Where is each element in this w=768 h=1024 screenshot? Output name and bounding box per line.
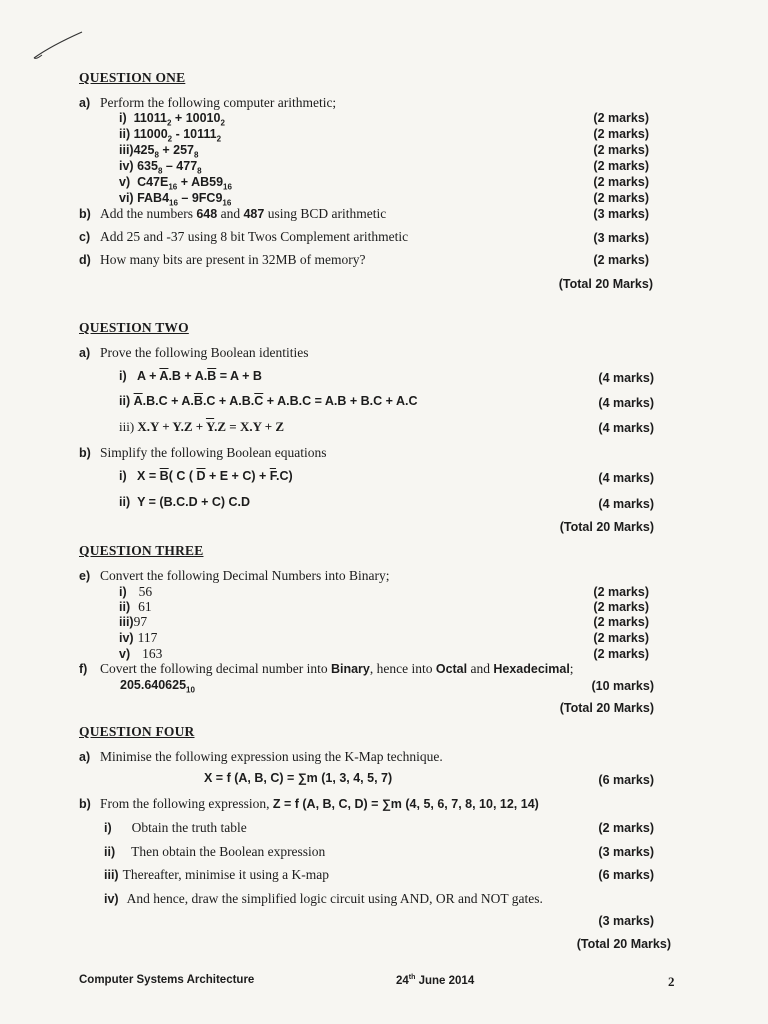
q4-b-label: b) [79, 797, 91, 811]
q1-iv-marks: (2 marks) [593, 159, 649, 173]
q2-item-bi: i) $X = \overline{B}$( C ( $\overline{D} + E + C) + \overline{F}.C$) [119, 469, 293, 483]
q1-a-text: Perform the following computer arithmetic; [100, 95, 337, 110]
q3-item-i: i) 56 [119, 584, 153, 599]
q1-vi-marks: (2 marks) [593, 191, 649, 205]
q2-a-label: a) [79, 346, 91, 360]
q3-item-ii: ii) 61 [119, 599, 152, 614]
q1-iii-marks: (2 marks) [593, 143, 649, 157]
q3-i-marks: (2 marks) [593, 585, 649, 599]
q1-b-label: b) [79, 207, 91, 221]
q4-a-marks: (6 marks) [598, 773, 654, 787]
q1-c-marks: (3 marks) [593, 231, 649, 245]
q3-iii-marks: (2 marks) [593, 615, 649, 629]
q2-item-aii: ii) $\overline{A}.B.C + A.\overline{B}.C + A.B.\overline{C} + A.B.C = A.B + B.C + A.C$ [119, 394, 418, 408]
q3-item-v: v) 163 [119, 646, 163, 661]
q1-item-vi: vi) $FAB4_{16} - 9FC9_{16}$ [119, 191, 232, 208]
q4-heading: QUESTION FOUR [79, 724, 195, 739]
q4-ii-marks: (3 marks) [598, 845, 654, 859]
q1-b-marks: (3 marks) [593, 207, 649, 221]
page-number: 2 [668, 974, 675, 989]
q4-i-marks: (2 marks) [598, 821, 654, 835]
q4-b-text: From the following expression, Z = f (A, B, C, D) = ∑m (4, 5, 6, 7, 8, 10, 12, 14) [100, 796, 539, 811]
q2-item-aiii: iii) $X.Y + Y.Z + \overline{Y}.Z = X.Y + Z$ [119, 419, 285, 434]
q3-e-text: Convert the following Decimal Numbers into Binary; [100, 568, 390, 583]
q3-ii-marks: (2 marks) [593, 600, 649, 614]
q2-item-ai: i) $A + \overline{A}.B + A.\overline{B} = A + B$ [119, 369, 262, 383]
q1-total: (Total 20 Marks) [558, 277, 653, 291]
q2-b-label: b) [79, 446, 91, 460]
q2-b-text: Simplify the following Boolean equations [100, 445, 327, 460]
q4-iv-marks: (3 marks) [598, 914, 654, 928]
q1-v-marks: (2 marks) [593, 175, 649, 189]
q1-d-text: How many bits are present in 32MB of memory? [100, 252, 366, 267]
q3-f-marks: (10 marks) [591, 679, 654, 693]
q4-iii-marks: (6 marks) [598, 868, 654, 882]
q2-bii-marks: (4 marks) [598, 497, 654, 511]
q3-e-label: e) [79, 569, 91, 583]
q1-ii-marks: (2 marks) [593, 127, 649, 141]
q2-a-text: Prove the following Boolean identities [100, 345, 309, 360]
q4-a-expr: X = f (A, B, C) = ∑m (1, 3, 4, 5, 7) [204, 771, 393, 785]
q4-item-i: i) Obtain the truth table [104, 820, 247, 835]
footer-course: Computer Systems Architecture [79, 974, 255, 986]
q1-item-i: i) $11011_2 + 10010_2$ [119, 111, 225, 128]
q2-item-bii: ii) Y = (B.C.D + C) C.D [119, 495, 251, 509]
q2-aiii-marks: (4 marks) [598, 421, 654, 435]
q1-item-ii: ii) $11000_2 - 10111_2$ [119, 127, 222, 144]
q3-heading: QUESTION THREE [79, 543, 204, 558]
q4-total: (Total 20 Marks) [576, 937, 671, 951]
q1-item-iv: iv) $635_8 - 477_8$ [119, 159, 202, 176]
q2-bi-marks: (4 marks) [598, 471, 654, 485]
q3-v-marks: (2 marks) [593, 647, 649, 661]
q1-b-text: Add the numbers 648 and 487 using BCD arithmetic [100, 206, 387, 221]
q2-heading: QUESTION TWO [79, 320, 189, 335]
q3-total: (Total 20 Marks) [559, 701, 654, 715]
q3-iv-marks: (2 marks) [593, 631, 649, 645]
q3-item-iii: iii)97 [119, 614, 148, 629]
q4-item-ii: ii) Then obtain the Boolean expression [104, 844, 326, 859]
q1-item-iii: $iii)425_8 + 257_8$ [119, 143, 199, 160]
q1-item-v: v) $C47E_{16} + AB59_{16}$ [119, 175, 232, 192]
q4-item-iii: iii) Thereafter, minimise it using a K-map [104, 867, 329, 882]
q2-ai-marks: (4 marks) [598, 371, 654, 385]
q2-total: (Total 20 Marks) [559, 520, 654, 534]
q4-item-iv: iv) And hence, draw the simplified logic circuit using AND, OR and NOT gates. [104, 891, 543, 906]
q1-a-label: a) [79, 96, 91, 110]
q1-i-marks: (2 marks) [593, 111, 649, 125]
footer-date: 24th June 2014 [396, 974, 475, 987]
q2-aii-marks: (4 marks) [598, 396, 654, 410]
q1-heading: QUESTION ONE [79, 70, 186, 85]
q1-c-text: Add 25 and -37 using 8 bit Twos Complement arithmetic [100, 229, 409, 244]
q3-f-label: f) [79, 662, 88, 676]
q3-f-value: $205.640625_{10}$ [120, 678, 195, 695]
q1-d-label: d) [79, 253, 91, 267]
q1-c-label: c) [79, 230, 91, 244]
q1-d-marks: (2 marks) [593, 253, 649, 267]
q4-a-text: Minimise the following expression using the K-Map technique. [100, 749, 443, 764]
q3-item-iv: iv) 117 [119, 630, 158, 645]
q4-a-label: a) [79, 750, 91, 764]
q3-f-text: Covert the following decimal number into Binary, hence into Octal and Hexadecimal; [100, 661, 574, 676]
pen-mark [30, 28, 86, 64]
